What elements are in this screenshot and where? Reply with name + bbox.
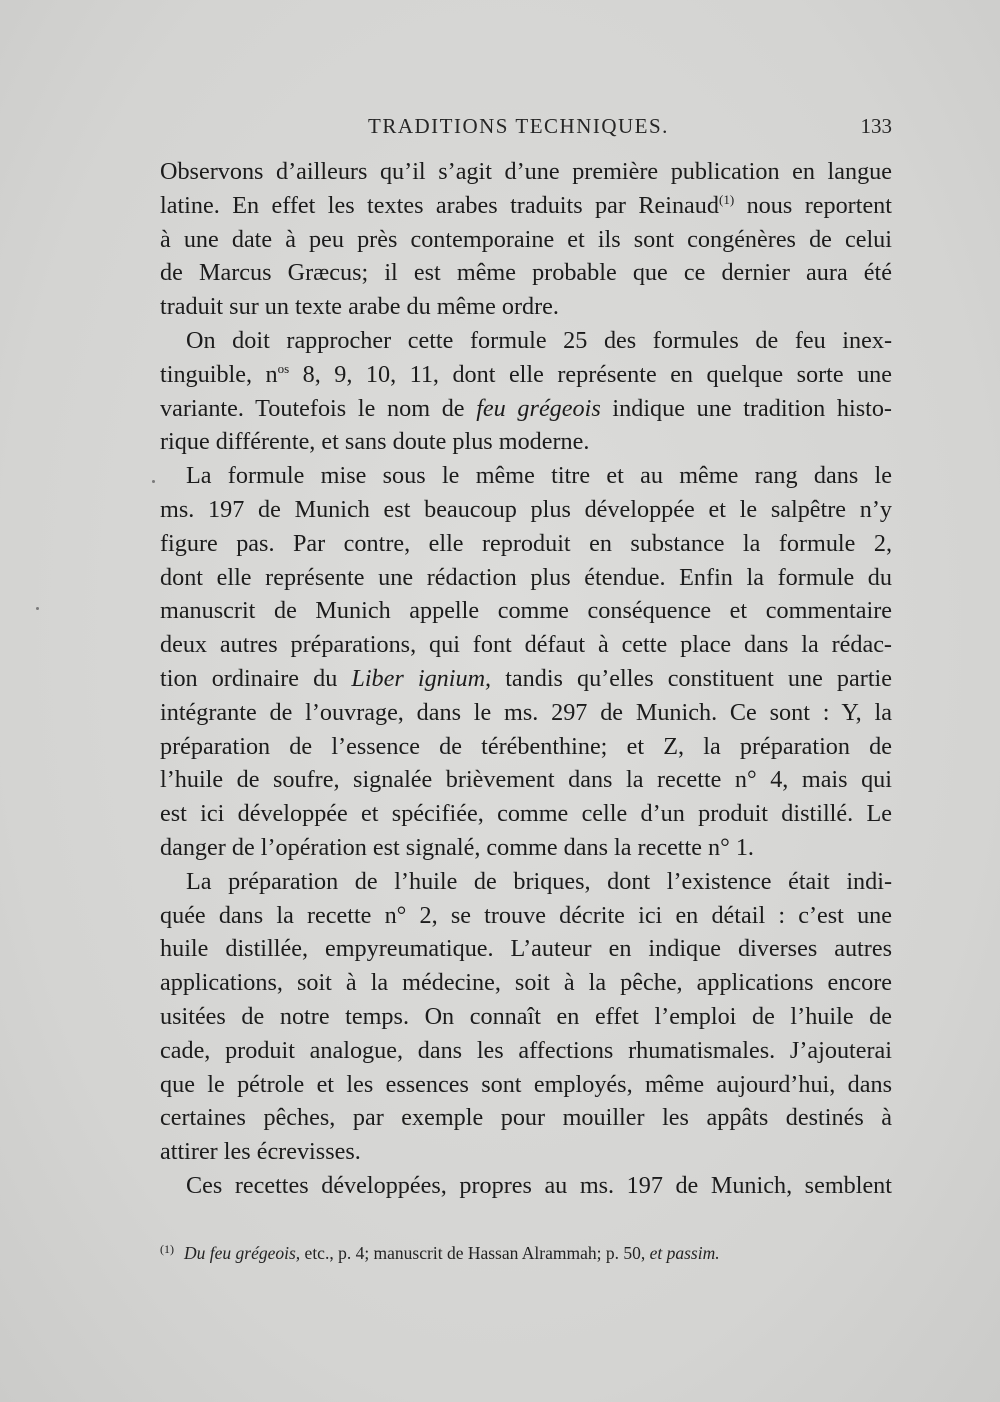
text-line: Ces recettes développées, propres au ms. 197 de Munich, semblent xyxy=(186,1171,892,1199)
text-line: rique différente, et sans doute plus moderne. xyxy=(160,428,590,456)
footnote-italic-end: et passim. xyxy=(649,1243,720,1263)
footnote-mark: (1) xyxy=(160,1242,174,1256)
text-line: On doit rapprocher cette formule 25 des formules de feu inex- xyxy=(186,326,892,354)
text-line: danger de l’opération est signalé, comme dans la recette n° 1. xyxy=(160,833,754,861)
text-line: usitées de notre temps. On connaît en effet l’emploi de l’huile de xyxy=(160,1002,892,1030)
text-line: applications, soit à la médecine, soit à la pêche, applications encore xyxy=(160,969,892,997)
paragraph-5 xyxy=(160,1169,892,1203)
text-line: à une date à peu près contemporaine et ils sont congénères de celui xyxy=(160,225,892,253)
text-line: de Marcus Græcus; il est même probable que ce dernier aura été xyxy=(160,259,892,287)
text-line: huile distillée, empyreumatique. L’auteur en indique diverses autres xyxy=(160,935,892,963)
text-line: variante. Toutefois le nom de feu grégeois indique une tradition histo- xyxy=(160,394,892,422)
paragraph-1 xyxy=(160,155,892,324)
footnote-ref: (1) xyxy=(718,191,735,207)
text-line: manuscrit de Munich appelle comme conséquence et commentaire xyxy=(160,597,892,625)
text-line: certaines pêches, par exemple pour mouiller les appâts destinés à xyxy=(160,1104,892,1132)
speck-mark xyxy=(152,480,155,483)
text-line: figure pas. Par contre, elle reproduit en substance la formule 2, xyxy=(160,529,892,557)
text-line: traduit sur un texte arabe du même ordre. xyxy=(160,293,559,321)
footnote-italic-title: Du feu grégeois, xyxy=(184,1243,301,1263)
text-line: quée dans la recette n° 2, se trouve décrite ici en détail : c’est une xyxy=(160,901,892,929)
text-line: que le pétrole et les essences sont employés, même aujourd’hui, dans xyxy=(160,1070,892,1098)
text-line: ms. 197 de Munich est beaucoup plus développée et le salpêtre n’y xyxy=(160,495,892,523)
footnote xyxy=(160,1242,892,1264)
text-line: tion ordinaire du Liber ignium, tandis qu’elles constituent une partie xyxy=(160,664,892,692)
speck-mark xyxy=(36,607,39,610)
text-line: attirer les écrevisses. xyxy=(160,1138,361,1166)
running-head: TRADITIONS TECHNIQUES. xyxy=(368,114,669,138)
text-line: La préparation de l’huile de briques, dont l’existence était indi- xyxy=(186,867,892,895)
text-line: Observons d’ailleurs qu’il s’agit d’une première publication en langue xyxy=(160,158,892,185)
text-line: l’huile de soufre, signalée brièvement dans la recette n° 4, mais qui xyxy=(160,766,892,794)
text-line: latine. En effet les textes arabes traduits par Reinaud$^{(1)}$ nous reportent xyxy=(160,191,892,219)
text-line: cade, produit analogue, dans les affections rhumatismales. J’ajouterai xyxy=(160,1036,892,1064)
text-line: intégrante de l’ouvrage, dans le ms. 297 de Munich. Ce sont : Y, la xyxy=(160,698,892,726)
text-line: La formule mise sous le même titre et au même rang dans le xyxy=(186,462,892,490)
italic-term: Liber ignium, xyxy=(351,664,492,692)
page-number: 133 xyxy=(860,114,892,138)
paragraph-3 xyxy=(160,459,892,865)
text-line: est ici développée et spécifiée, comme celle d’un produit distillé. Le xyxy=(160,800,892,828)
page-header xyxy=(160,114,892,146)
text-line: deux autres préparations, qui font défaut à cette place dans la rédac- xyxy=(160,631,892,659)
italic-term: feu grégeois xyxy=(476,394,601,422)
text-line: préparation de l’essence de térébenthine; et Z, la préparation de xyxy=(160,732,892,760)
text-line: dont elle représente une rédaction plus étendue. Enfin la formule du xyxy=(160,563,892,591)
paragraph-4 xyxy=(160,865,892,1169)
paragraph-2 xyxy=(160,324,892,459)
body-text xyxy=(160,155,892,1203)
text-line: tinguible, $n^{os}$ 8, 9, 10, 11, dont elle représente en quelque sorte une xyxy=(160,360,892,388)
footnote-text: etc., p. 4; manuscrit de Hassan Alrammah; p. 50, xyxy=(300,1243,650,1263)
